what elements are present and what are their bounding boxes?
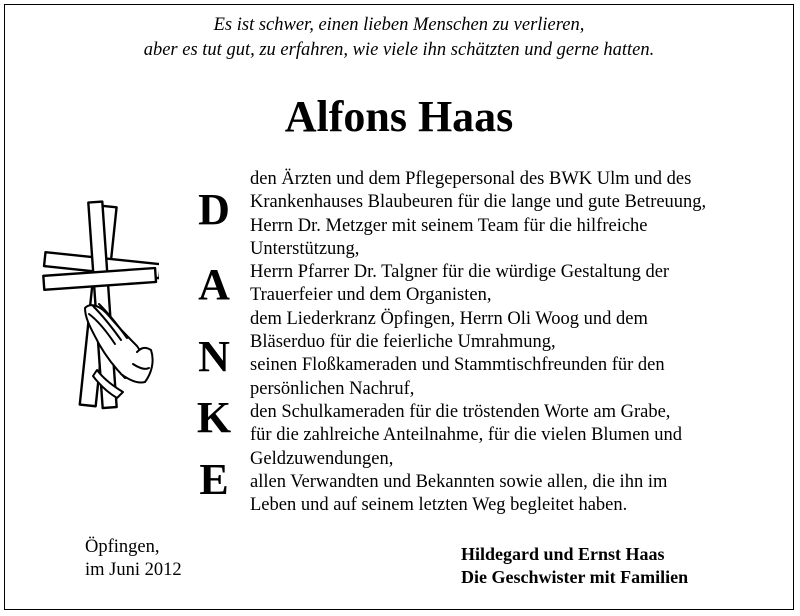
family-signoff [461,543,688,589]
danke-letter: D [198,185,230,234]
thanks-line: persönlichen Nachruf, [250,378,415,399]
danke-letter: N [198,332,230,381]
place-date: im Juni 2012 [85,560,182,580]
thanks-line: Bläserduo für die feierliche Umrahmung, [250,332,556,353]
signoff-line-2: Die Geschwister mit Familien [461,567,689,587]
danke-letter: K [196,393,232,442]
obituary-notice [4,4,794,610]
thanks-line: Trauerfeier und dem Organisten, [250,285,492,306]
thanks-line: den Ärzten und dem Pflegepersonal des BWK Ulm und des [250,169,692,189]
thanks-line: Herrn Pfarrer Dr. Talgner für die würdige Gestaltung der [250,262,670,283]
place-and-date [85,536,182,582]
thanks-line: Krankenhauses Blaubeuren für die lange und gute Betreuung, [250,192,707,213]
thanks-line: allen Verwandten und Bekannten sowie allen, die ihn im [250,471,668,492]
danke-letter: E [199,455,229,504]
thanks-text [250,168,790,517]
thanks-line: Geldzuwendungen, [250,448,394,469]
thanks-line: Leben und auf seinem letzten Weg begleitet haben. [250,495,628,516]
signoff-line-1: Hildegard und Ernst Haas [461,544,665,564]
danke-letter: A [198,260,230,309]
thanks-line: Unterstützung, [250,238,360,259]
thanks-line: den Schulkameraden für die tröstenden Worte am Grabe, [250,401,671,422]
quote-line-2: aber es tut gut, zu erfahren, wie viele ihn schätzten und gerne hatten. [143,40,655,60]
thanks-line: dem Liederkranz Öpfingen, Herrn Oli Woog und dem [250,308,648,329]
place-town: Öpfingen, [85,537,160,557]
thanks-line: seinen Floßkameraden und Stammtischfreunden für den [250,355,665,376]
cross-with-praying-hands-icon [37,198,159,413]
thanks-line: für die zahlreiche Anteilnahme, für die vielen Blumen und [250,425,683,446]
thanks-line: Herrn Dr. Metzger mit seinem Team für die hilfreiche [250,215,648,236]
memorial-quote [5,13,793,63]
quote-line-1: Es ist schwer, einen lieben Menschen zu verlieren, [213,15,585,35]
deceased-name: Alfons Haas [284,92,514,141]
